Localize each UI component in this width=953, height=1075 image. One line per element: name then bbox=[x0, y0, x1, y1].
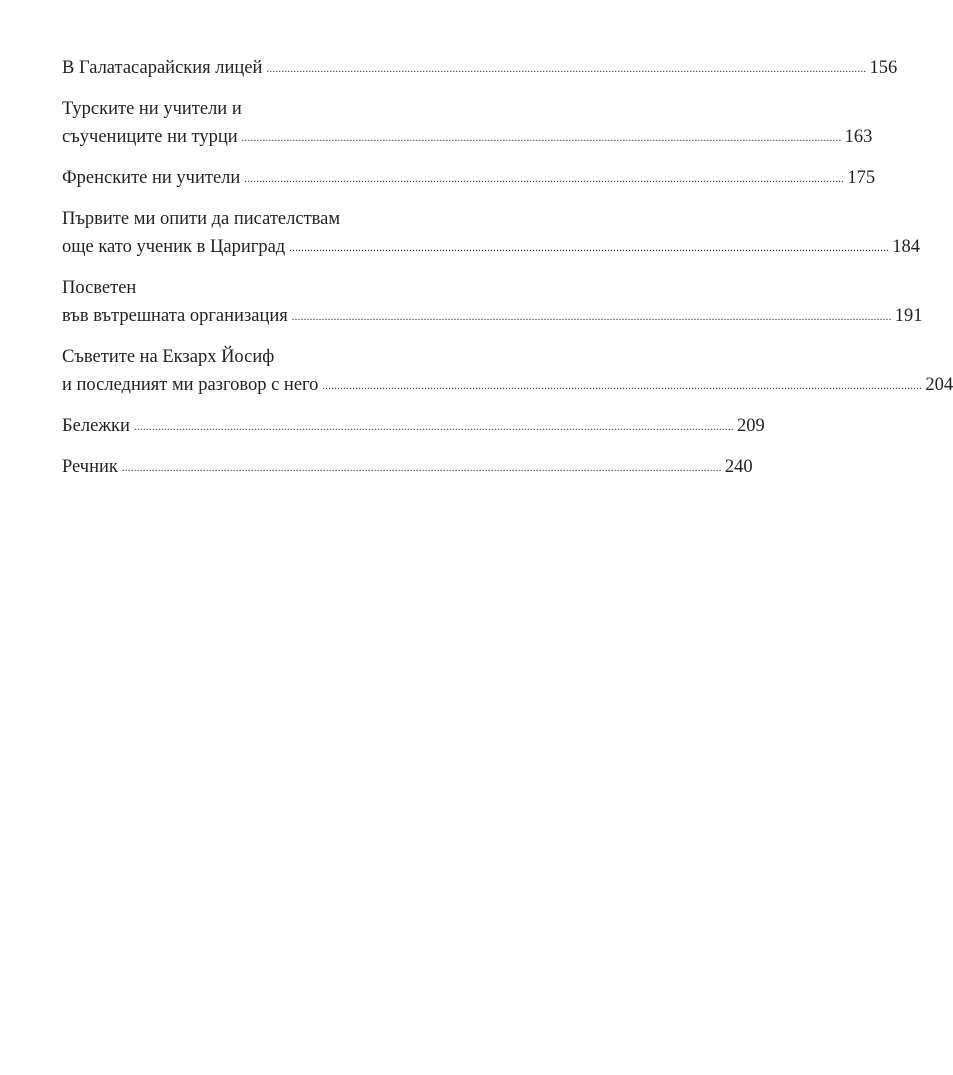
toc-entry-title: Бележки bbox=[62, 416, 130, 436]
toc-entry-title-line: във вътрешната организация bbox=[62, 306, 288, 326]
toc-entry bbox=[62, 95, 873, 154]
toc-entry-title-line: Първите ми опити да писателствам bbox=[62, 209, 341, 229]
toc-entry-row bbox=[62, 453, 753, 484]
toc-page-number: 204 bbox=[925, 375, 953, 395]
toc-entry-title-line: съучениците ни турци bbox=[62, 127, 238, 147]
toc-entry-row bbox=[62, 412, 765, 443]
toc-page-number: 209 bbox=[736, 416, 765, 436]
toc-page-number: 240 bbox=[724, 457, 753, 477]
dot-leader: ........................................................................................................................................................................................................ bbox=[291, 312, 892, 323]
dot-leader: ........................................................................................................................................................................................................ bbox=[289, 243, 890, 254]
toc-entry-title: Речник bbox=[62, 457, 118, 477]
dot-leader: ........................................................................................................................................................................................................ bbox=[241, 133, 842, 144]
toc-entry bbox=[62, 412, 765, 443]
dot-leader: ........................................................................................................................................................................................................ bbox=[266, 64, 867, 75]
toc-entry-title: В Галатасарайския лицей bbox=[62, 58, 263, 78]
toc-entry-title: Френските ни учители bbox=[62, 168, 241, 188]
toc-entry bbox=[62, 343, 953, 402]
toc-entry bbox=[62, 205, 920, 264]
toc-page-number: 163 bbox=[844, 127, 873, 147]
toc-entry-row bbox=[62, 54, 898, 85]
toc-entry bbox=[62, 54, 898, 85]
toc-page-number: 191 bbox=[894, 306, 923, 326]
toc-entry-row bbox=[62, 123, 873, 154]
toc-entry bbox=[62, 274, 923, 333]
dot-leader: ........................................................................................................................................................................................................ bbox=[121, 463, 722, 474]
dot-leader: ........................................................................................................................................................................................................ bbox=[133, 422, 734, 433]
toc-page-number: 156 bbox=[869, 58, 898, 78]
toc-entry-row bbox=[62, 164, 876, 195]
dot-leader: ........................................................................................................................................................................................................ bbox=[244, 174, 845, 185]
toc-entry-title-line: Турските ни учители и bbox=[62, 99, 242, 119]
table-of-contents bbox=[62, 54, 953, 494]
toc-page-number: 184 bbox=[892, 237, 920, 257]
toc-entry-row bbox=[62, 302, 923, 333]
toc-page-number: 175 bbox=[847, 168, 876, 188]
toc-entry bbox=[62, 453, 753, 484]
toc-entry-title-line: още като ученик в Цариград bbox=[62, 237, 286, 257]
toc-entry-title-line: и последният ми разговор с него bbox=[62, 375, 319, 395]
dot-leader: ........................................................................................................................................................................................................ bbox=[322, 381, 923, 392]
toc-entry bbox=[62, 164, 876, 195]
toc-entry-title-line: Съветите на Екзарх Йосиф bbox=[62, 347, 275, 367]
toc-entry-row bbox=[62, 233, 920, 264]
toc-entry-title-line: Посветен bbox=[62, 278, 137, 298]
toc-entry-row bbox=[62, 371, 953, 402]
